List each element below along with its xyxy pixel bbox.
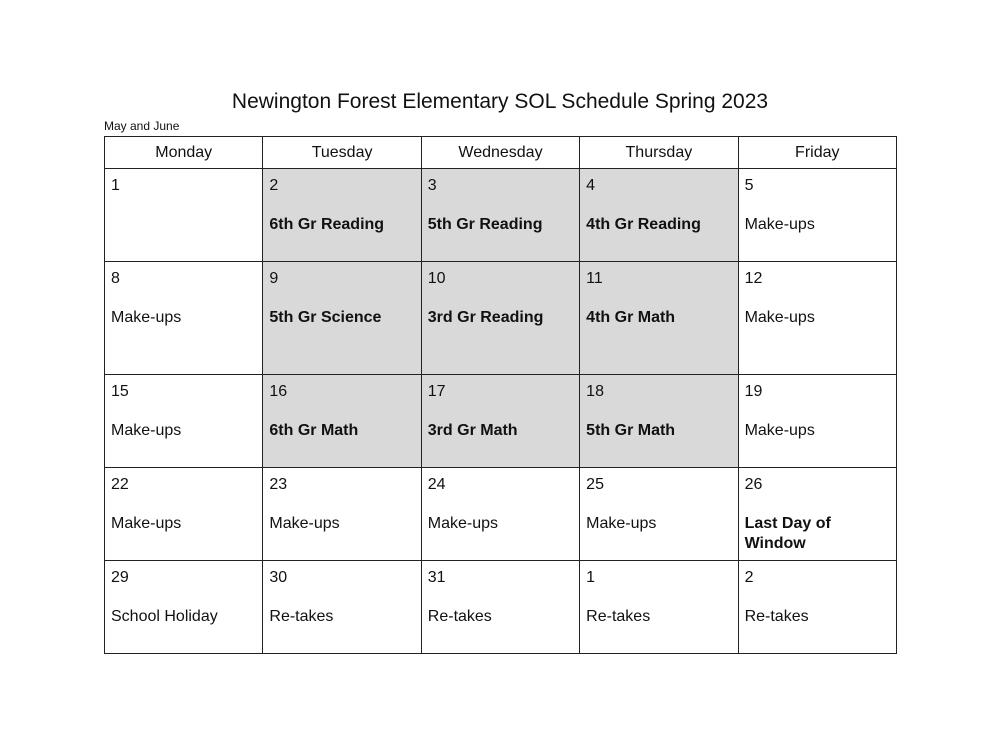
day-cell [105,375,263,468]
day-event: Re-takes [586,608,651,625]
weekday-header-monday: Monday [105,137,263,169]
day-cell [421,169,579,262]
day-event: Make-ups [744,216,815,233]
day-number: 31 [427,569,446,586]
day-event: Re-takes [744,608,809,625]
day-cell [738,262,896,375]
day-number: 11 [586,270,603,287]
day-number: 22 [111,476,129,493]
weekday-header-friday: Friday [738,137,896,169]
day-cell [105,169,263,262]
day-event: Make-ups [111,309,182,326]
week-row [105,468,897,561]
day-event: 3rd Gr Reading [427,309,544,326]
day-event: 3rd Gr Math [427,422,518,439]
day-cell [580,262,738,375]
day-number: 1 [586,569,596,586]
day-event: 6th Gr Reading [269,216,385,233]
day-event: Make-ups [586,515,657,532]
day-event: 6th Gr Math [269,422,359,439]
week-row [105,375,897,468]
day-cell [738,468,896,561]
day-cell [421,468,579,561]
day-number: 2 [269,177,279,194]
day-event: Re-takes [427,608,492,625]
schedule-calendar [104,136,897,654]
day-number: 2 [744,569,754,586]
weekday-header-tuesday: Tuesday [263,137,421,169]
week-row [105,561,897,654]
day-number: 24 [427,476,446,493]
day-event: Make-ups [111,422,182,439]
day-number: 9 [269,270,279,287]
day-cell [263,262,421,375]
week-row [105,169,897,262]
day-event: Make-ups [111,515,182,532]
day-number: 15 [111,383,129,400]
day-event: 4th Gr Math [586,309,676,326]
day-number: 23 [269,476,288,493]
day-number: 10 [427,270,446,287]
day-event: 5th Gr Reading [427,216,543,233]
day-number: 5 [744,177,754,194]
weekday-header-thursday: Thursday [580,137,738,169]
day-cell [263,375,421,468]
day-number: 8 [111,270,120,287]
day-number: 25 [586,476,604,493]
day-number: 12 [744,270,763,287]
day-number: 3 [427,177,437,194]
day-cell [105,468,263,561]
day-event: Re-takes [269,608,334,625]
day-event: Make-ups [269,515,340,532]
weekday-header-row [105,137,897,169]
day-event: Last Day of Window [744,515,831,552]
day-cell [421,561,579,654]
day-cell [580,169,738,262]
day-event: School Holiday [111,608,218,625]
day-event: 4th Gr Reading [586,216,701,233]
day-cell [105,262,263,375]
day-number: 29 [111,569,129,586]
day-number: 18 [586,383,604,400]
day-event: Make-ups [427,515,499,532]
weekday-header-wednesday: Wednesday [421,137,579,169]
day-cell [421,262,579,375]
day-event: Make-ups [744,309,815,326]
day-number: 26 [744,476,763,493]
day-number: 17 [427,383,446,400]
day-cell [580,468,738,561]
day-cell [580,375,738,468]
day-cell [263,468,421,561]
day-cell [738,169,896,262]
page-subtitle: May and June [104,119,180,133]
day-cell [263,561,421,654]
page-title: Newington Forest Elementary SOL Schedule Spring 2023 [231,90,769,113]
week-row [105,262,897,375]
day-number: 1 [111,177,120,194]
day-cell [580,561,738,654]
day-number: 16 [269,383,288,400]
day-event: 5th Gr Science [269,309,382,326]
day-cell [738,561,896,654]
day-number: 4 [586,177,596,194]
day-event: 5th Gr Math [586,422,676,439]
day-number: 30 [269,569,288,586]
day-event: Make-ups [744,422,815,439]
day-cell [738,375,896,468]
day-cell [263,169,421,262]
day-number: 19 [744,383,763,400]
day-cell [421,375,579,468]
day-cell [105,561,263,654]
